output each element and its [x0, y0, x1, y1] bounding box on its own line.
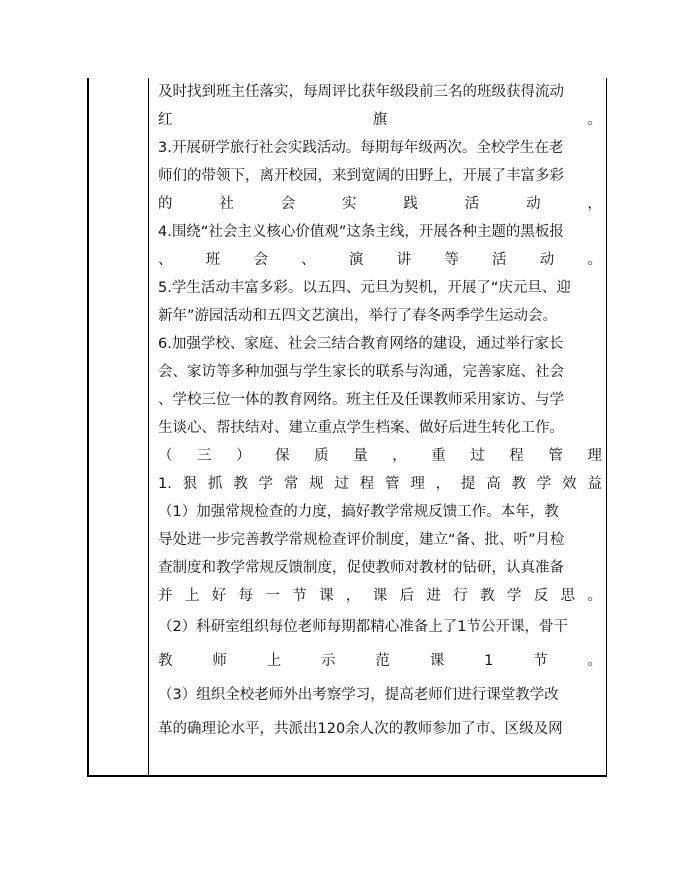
table-cell-content: [158, 78, 602, 746]
subsection-heading: 1. 狠 抓 教 学 常 规 过 程 管 理 ， 提 高 教 学 效 益: [158, 476, 602, 492]
justified-text-line: 红 旗 。: [158, 112, 602, 128]
text-line: 3.开展研学旅行社会实践活动。每期每年级两次。全校学生在老: [158, 140, 564, 156]
text-line: 5.学生活动丰富多彩。以五四、元旦为契机，开展了“庆元旦、迎: [158, 280, 571, 296]
text-line: 查制度和教学常规反馈制度，促使教师对教材的钻研，认真准备: [158, 560, 564, 576]
text-line: 会、家访等多种加强与学生家长的联系与沟通，完善家庭、社会: [158, 364, 564, 380]
table-column-divider: [148, 78, 149, 777]
justified-text-line: 的 社 会 实 践 活 动 ，: [158, 196, 602, 212]
text-line: 及时找到班主任落实，每周评比获年级段前三名的班级获得流动: [158, 84, 564, 100]
section-heading: （ 三 ） 保 质 量 ， 重 过 程 管 理: [158, 448, 602, 464]
text-line: 4.围绕“社会主义核心价值观”这条主线，开展各种主题的黑板报: [158, 224, 564, 240]
justified-text-line: 并 上 好 每 一 节 课 ， 课 后 进 行 教 学 反 思 。: [158, 588, 602, 604]
text-line: 6.加强学校、家庭、社会三结合教育网络的建设，通过举行家长: [158, 336, 564, 352]
text-line: 生谈心、帮扶结对、建立重点学生档案、做好后进生转化工作。: [158, 420, 564, 436]
table-right-border: [606, 78, 607, 777]
table-bottom-border: [87, 775, 607, 777]
text-line: （1）加强常规检查的力度，搞好教学常规反馈工作。本年，教: [158, 504, 559, 520]
text-line: 师们的带领下，离开校园，来到宽阔的田野上，开展了丰富多彩: [158, 168, 564, 184]
text-line: 新年”游园活动和五四文艺演出，举行了春冬两季学生运动会。: [158, 308, 558, 324]
text-line: （3）组织全校老师外出考察学习，提高老师们进行课堂教学改: [158, 687, 559, 703]
text-line: 、学校三位一体的教育网络。班主任及任课教师采用家访、与学: [158, 392, 564, 408]
justified-text-line: 教 师 上 示 范 课 1 节 。: [158, 653, 602, 669]
text-line: 革的确理论水平，共派出120余人次的教师参加了市、区级及网: [158, 721, 563, 737]
text-line: 导处进一步完善教学常规检查评价制度，建立“备、批、听”月检: [158, 532, 565, 548]
justified-text-line: 、 班 会 、 演 讲 等 活 动 。: [158, 252, 602, 268]
text-line: （2）科研室组织每位老师每期都精心准备上了1节公开课，骨干: [158, 619, 568, 635]
table-left-border: [87, 78, 89, 777]
